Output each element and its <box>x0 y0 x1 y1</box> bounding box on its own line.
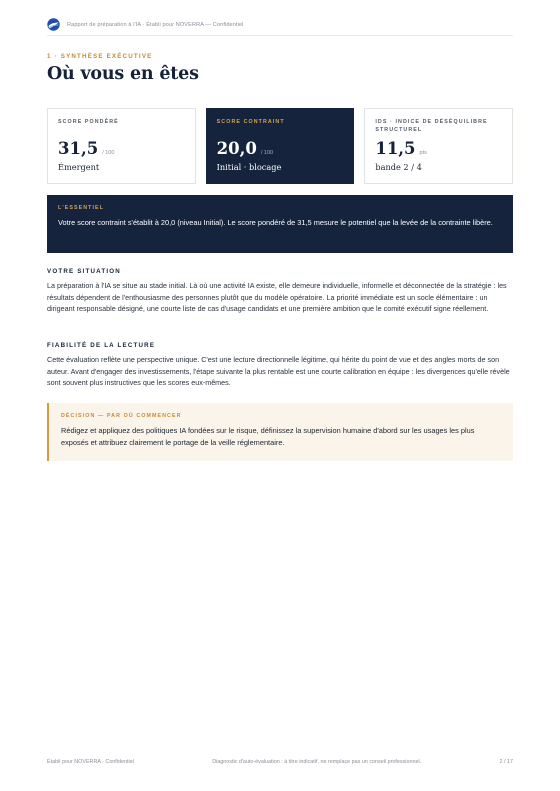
key-takeaway-text: Votre score contraint s'établit à 20,0 (niveau Initial). Le score pondéré de 31,5 mesure le potentiel que la levée de la contrainte libère. <box>58 218 493 227</box>
card-caption: Initial · blocage <box>216 162 282 172</box>
header-title: Rapport de préparation à l'IA · Établi pour NOVERRA — Confidentiel <box>67 21 244 28</box>
card-caption: Émergent <box>58 162 100 172</box>
card-unit: / 100 <box>260 150 274 156</box>
situation-text: La préparation à l'IA se situe au stade initial. Là où une activité IA existe, elle demeure individuelle, informelle et déconnectée de la stratégie : les résultats dépendent de l'enthousiasme des personnes plutôt que du modèle opératoire. La priorité immédiate est un socle élémentaire : un dirigeant responsable désigné, une courte liste de cas d'usage candidats et une première ambition que le comité exécutif signe réellement. <box>47 281 507 314</box>
footer-disclaimer: Diagnostic d'auto-évaluation : à titre indicatif, ne remplace pas un conseil professionnel. <box>212 759 422 765</box>
card-label: IDS · INDICE DE DÉSÉQUILIBRE STRUCTUREL <box>375 119 488 133</box>
page-header <box>47 14 513 36</box>
key-takeaway-box <box>47 195 513 253</box>
ids-score-card <box>364 108 513 184</box>
section-label: 1 · SYNTHÈSE EXÉCUTIVE <box>47 53 153 60</box>
decision-box <box>47 403 513 461</box>
card-unit: pts <box>419 150 427 156</box>
key-takeaway-label: L'ESSENTIEL <box>58 205 105 211</box>
card-label: SCORE PONDÉRÉ <box>58 119 119 125</box>
wave-logo-icon <box>47 18 60 31</box>
page-title: Où vous en êtes <box>47 64 199 84</box>
card-caption: bande 2 / 4 <box>375 162 422 172</box>
page-number: 2 / 17 <box>499 759 513 765</box>
decision-text: Rédigez et appliquez des politiques IA fondées sur le risque, définissez la supervision humaine d'abord sur les usages les plus exposés et attribuez clairement le portage de la veille réglementaire. <box>61 426 475 447</box>
page-footer <box>47 759 513 765</box>
reliability-heading: FIABILITÉ DE LA LECTURE <box>47 342 156 349</box>
reliability-text: Cette évaluation reflète une perspective unique. C'est une lecture directionnelle légitime, qui hérite du point de vue et des angles morts de son auteur. Avant d'engager des investissements, l'étape suivante la plus rentable est une courte calibration en équipe : les divergences qu'elle révèle sont souvent plus instructives que les scores eux-mêmes. <box>47 355 510 388</box>
footer-left: Établi pour NOVERRA · Confidentiel <box>47 759 134 765</box>
card-value: 20,0 <box>216 139 257 158</box>
card-value: 31,5 <box>58 139 99 158</box>
score-cards <box>47 108 513 184</box>
decision-label: DÉCISION — PAR OÙ COMMENCER <box>61 413 182 419</box>
constrained-score-card <box>206 108 355 184</box>
situation-heading: VOTRE SITUATION <box>47 268 121 275</box>
weighted-score-card <box>47 108 196 184</box>
card-unit: / 100 <box>102 150 115 156</box>
card-label: SCORE CONTRAINT <box>216 119 285 125</box>
card-value: 11,5 <box>375 139 416 158</box>
